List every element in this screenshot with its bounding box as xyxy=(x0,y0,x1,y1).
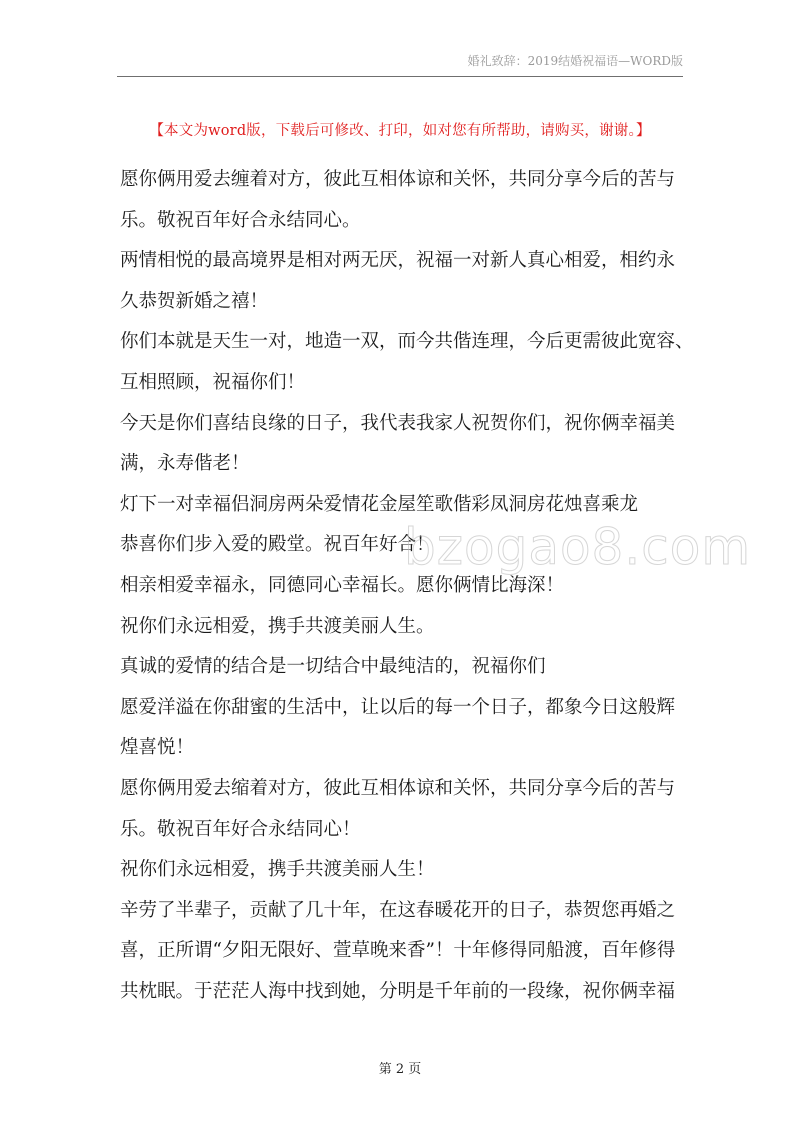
body-line: 互相照顾，祝福你们！ xyxy=(120,371,306,393)
body-line: 共枕眠。于茫茫人海中找到她，分明是千年前的一段缘，祝你俩幸福 xyxy=(120,980,676,1002)
body-line: 久恭贺新婚之禧！ xyxy=(120,290,269,312)
purchase-notice: 【本文为word版，下载后可修改、打印，如对您有所帮助，请购买，谢谢。】 xyxy=(149,123,651,139)
body-line: 你们本就是天生一对，地造一双，而今共偕连理，今后更需彼此宽容、 xyxy=(120,331,694,353)
body-line: 相亲相爱幸福永，同德同心幸福长。愿你俩情比海深！ xyxy=(120,574,565,596)
body-line: 乐。敬祝百年好合永结同心！ xyxy=(120,818,361,840)
body-line: 祝你们永远相爱，携手共渡美丽人生。 xyxy=(120,615,435,637)
document-body xyxy=(120,160,694,1012)
header-divider xyxy=(117,76,683,77)
page-header: 婚礼致辞：2019结婚祝福语—WORD版 xyxy=(467,54,683,68)
watermark: bzogao8.com xyxy=(404,518,752,576)
body-line: 愿你俩用爱去缠着对方，彼此互相体谅和关怀，共同分享今后的苦与 xyxy=(120,169,676,190)
body-line: 煌喜悦！ xyxy=(120,737,195,759)
body-line: 喜，正所谓“夕阳无限好、萱草晚来香”！十年修得同船渡，百年修得 xyxy=(120,940,676,962)
body-line: 恭喜你们步入爱的殿堂。祝百年好合！ xyxy=(120,534,435,556)
body-line: 祝你们永远相爱，携手共渡美丽人生！ xyxy=(120,859,435,881)
body-line: 愿爱洋溢在你甜蜜的生活中，让以后的每一个日子，都象今日这般辉 xyxy=(120,696,676,718)
body-line: 乐。敬祝百年好合永结同心。 xyxy=(120,209,361,231)
body-line: 辛劳了半辈子，贡献了几十年，在这春暖花开的日子，恭贺您再婚之 xyxy=(120,899,676,921)
body-line: 灯下一对幸福侣洞房两朵爱情花金屋笙歌偕彩凤洞房花烛喜乘龙 xyxy=(120,493,639,515)
body-line: 满，永寿偕老！ xyxy=(120,453,250,475)
body-line: 真诚的爱情的结合是一切结合中最纯洁的，祝福你们 xyxy=(120,656,546,678)
body-line: 今天是你们喜结良缘的日子，我代表我家人祝贺你们，祝你俩幸福美 xyxy=(120,412,676,434)
body-line: 愿你俩用爱去缩着对方，彼此互相体谅和关怀，共同分享今后的苦与 xyxy=(120,777,676,799)
body-line: 两情相悦的最高境界是相对两无厌，祝福一对新人真心相爱，相约永 xyxy=(120,250,676,272)
page-number: 第 2 页 xyxy=(378,1062,422,1077)
